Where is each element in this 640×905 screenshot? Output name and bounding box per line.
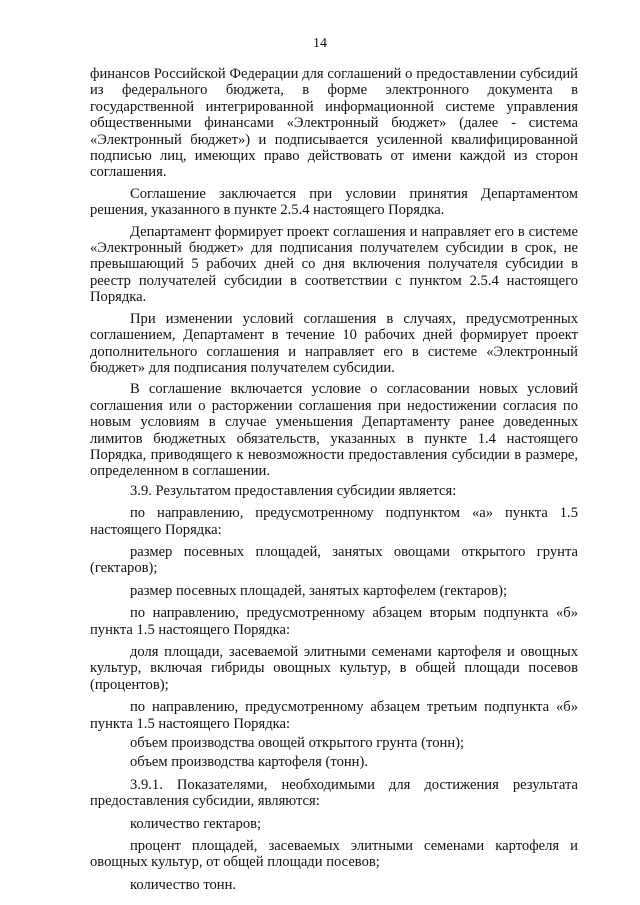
page-number: 14 [313,36,327,51]
paragraph: по направлению, предусмотренному подпунктом «а» пункта 1.5 настоящего Порядка: [90,505,578,538]
paragraph: по направлению, предусмотренному абзацем вторым подпункта «б» пункта 1.5 настоящего Порядка: [90,605,578,638]
list-item: количество тонн. [130,876,237,893]
paragraph-continuation: финансов Российской Федерации для соглашений о предоставлении субсидий из федерального бюджета, в форме электронного документа в государственной интегрированной информационной системе управления общественными финансами «Электронный бюджет» (далее - система «Электронный бюджет») и подписывается усиленной квалифицированной подписью лиц, имеющих право действовать от имени каждой из сторон соглашения. [90,66,578,181]
paragraph: В соглашение включается условие о согласовании новых условий соглашения или о расторжении соглашения при недостижении согласия по новым условиям в случае уменьшения Департаменту ранее доведенных лимитов бюджетных обязательств, указанных в пункте 1.4 настоящего Порядка, приводящего к невозможности предоставления субсидии в размере, определенном в соглашении. [90,381,578,480]
document-body [90,66,578,893]
section-heading-3-9: 3.9. Результатом предоставления субсидии является: [130,482,457,499]
list-item: объем производства овощей открытого грунта (тонн); [130,735,465,752]
paragraph: Департамент формирует проект соглашения и направляет его в системе «Электронный бюджет» для подписания получателем субсидии в срок, не превышающий 5 рабочих дней со дня включения получателя субсидии в реестр получателей субсидии в соответствии с пунктом 2.5.4 настоящего Порядка. [90,223,578,306]
list-item: объем производства картофеля (тонн). [130,754,368,771]
list-item: размер посевных площадей, занятых картофелем (гектаров); [130,582,508,599]
paragraph: по направлению, предусмотренному абзацем третьим подпункта «б» пункта 1.5 настоящего Порядка: [90,699,578,732]
list-item: количество гектаров; [130,815,262,832]
list-item: процент площадей, засеваемых элитными семенами картофеля и овощных культур, от общей площади посевов; [90,838,578,871]
list-item: доля площади, засеваемой элитными семенами картофеля и овощных культур, включая гибриды овощных культур, в общей площади посевов (процентов); [90,644,578,693]
list-item: размер посевных площадей, занятых овощами открытого грунта (гектаров); [90,543,578,577]
section-heading-3-9-1: 3.9.1. Показателями, необходимыми для достижения результата предоставления субсидии, являются: [90,776,578,810]
paragraph: При изменении условий соглашения в случаях, предусмотренных соглашением, Департамент в течение 10 рабочих дней формирует проект дополнительного соглашения и направляет его в системе «Электронный бюджет» для подписания получателем субсидии. [90,310,578,376]
paragraph: Соглашение заключается при условии принятия Департаментом решения, указанного в пункте 2.5.4 настоящего Порядка. [90,185,578,219]
